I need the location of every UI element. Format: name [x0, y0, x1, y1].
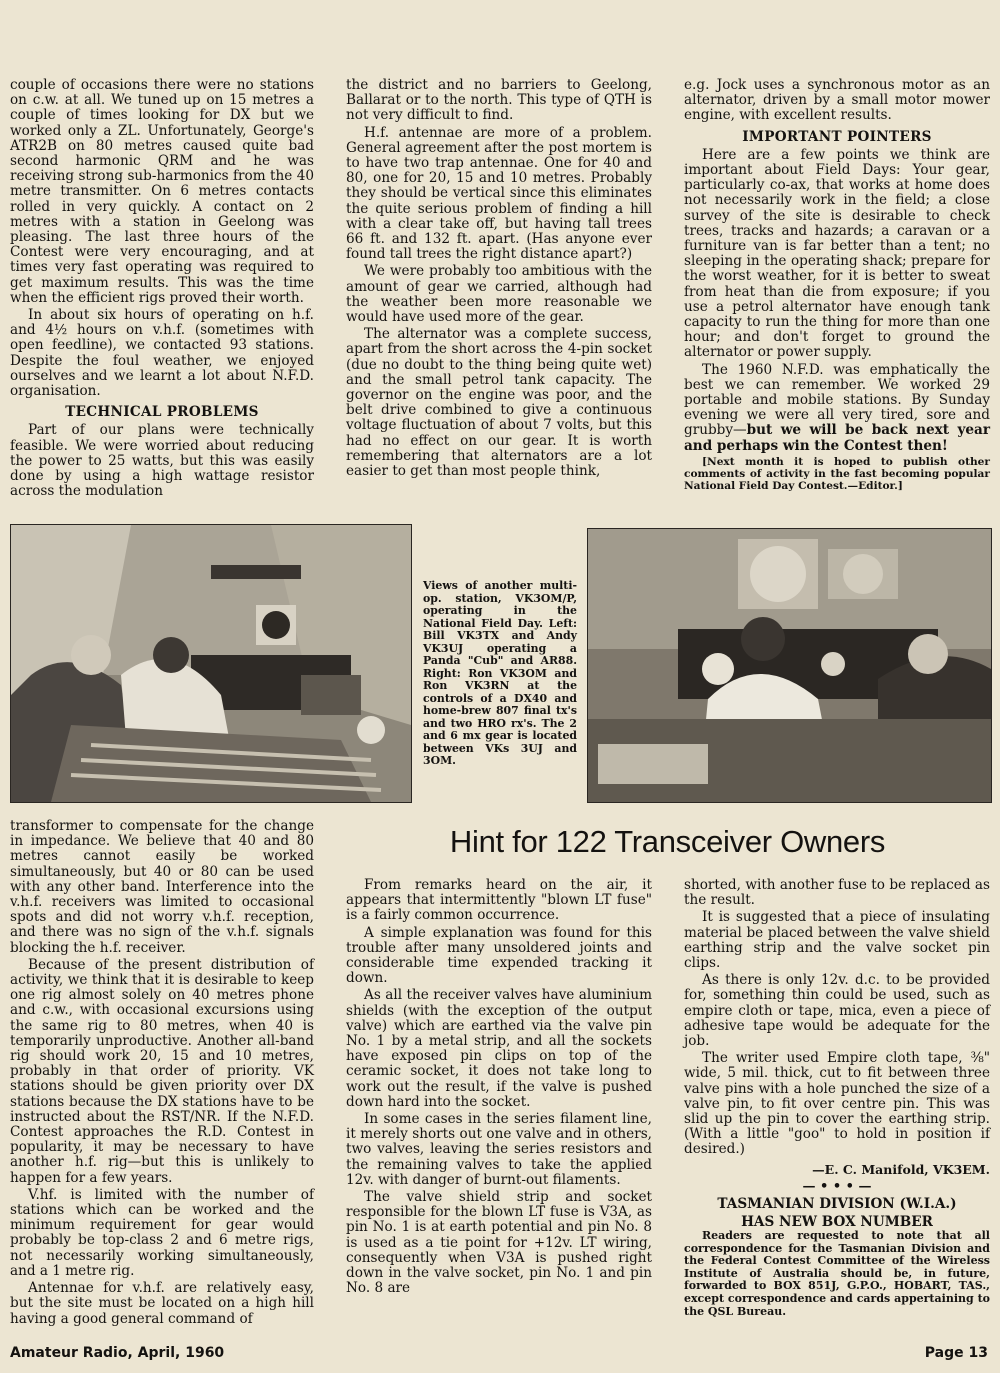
tasmania-title: TASMANIAN DIVISION (W.I.A.)	[717, 1196, 957, 1213]
section-heading: IMPORTANT POINTERS	[742, 128, 932, 145]
paragraph: couple of occasions there were no stations on c.w. at all. We tuned up on 15 metres a couple of times looking for DX but we worked only a ZL. Unfortunately, George's ATR2B on 80 metres caused quite bad second harmonic QRM and he was receiving strong sub-harmonics from the 40 metre transmitter. On 6 metres contacts rolled in very quickly. A contact on 2 metres with a station in Geelong was pleasing. The last three hours of the Contest were very encouraging, and at times very fast operating was required to get maximum results. This was the time when the efficient rigs proved their worth.	[10, 77, 314, 306]
section-separator: — • • • —	[802, 1178, 872, 1194]
paragraph: Here are a few points we think are important about Field Days: Your gear, particularly co-ax, that works at home does not necessarily work in the field; a close survey of the site is desirable to check trees, tracks and hazards; a caravan or a furniture van is far better than a tent; no sleeping in the operating shack; prepare for the worst weather, for it is better to sweat from heat than die from exposure; if you use a petrol alternator have enough tank capacity to run the thing for more than one hour; and don't forget to ground the alternator or power supply.	[684, 146, 990, 361]
editor-note: [Next month it is hoped to publish other comments of activity in the fast becoming popular National Field Day Contest.—Editor.]	[684, 455, 990, 492]
article-column-1-bottom	[10, 819, 314, 1329]
paragraph: H.f. antennae are more of a problem. General agreement after the post mortem is to have two trap antennae. One for 40 and 80, one for 20, 15 and 10 metres. Probably they should be vertical since this eliminates the quite serious problem of finding a hill with a clear take off, but having tall trees 66 ft. and 132 ft. apart. (Has anyone ever found tall trees the right distance apart?)	[346, 124, 652, 263]
paragraph: In about six hours of operating on h.f. and 4½ hours on v.h.f. (sometimes with open feedline), we contacted 93 stations. Despite the foul weather, we enjoyed ourselves and we learnt a lot about N.F.D. organisation.	[10, 307, 314, 400]
hint-column-3	[684, 878, 990, 1320]
tasmania-subtitle: HAS NEW BOX NUMBER	[741, 1214, 933, 1231]
paragraph: We were probably too ambitious with the amount of gear we carried, although had the weather been more reasonable we would have used more of the gear.	[346, 263, 652, 326]
paragraph: The valve shield strip and socket responsible for the blown LT fuse is V3A, as pin No. 1 is at earth potential and pin No. 8 is used as a tie point for +12v. LT wiring, consequently when V3A is pushed right down in the valve socket, pin No. 1 and pin No. 8 are	[346, 1189, 652, 1297]
hint-column-2	[346, 878, 652, 1298]
paragraph: The writer used Empire cloth tape, ⅜" wide, 5 mil. thick, cut to fit between three valve pins with a hole punched the size of a valve pin, to fit over centre pin. This was slid up the pin to cover the earthing strip. (With a little "goo" to hold in position if desired.)	[684, 1050, 990, 1158]
photo-caption: Views of another multi-op. station, VK3OM/P, operating in the National Field Day. Left: Bill VK3TX and Andy VK3UJ operating a Panda "Cub" and AR88. Right: Ron VK3OM and Ron VK3RN at the controls of a DX40 and home-brew 807 final tx's and two HRO rx's. The 2 and 6 mx gear is located between VKs 3UJ and 3OM.	[423, 579, 577, 767]
photo-right-image	[588, 529, 991, 802]
paragraph: Because of the present distribution of activity, we think that it is desirable to keep one rig almost solely on 40 metres phone and c.w., with occasional excursions using the same rig to 80 metres, when 40 is temporarily unproductive. Another all-band rig should work 20, 15 and 10 metres, probably in that order of priority. VK stations should be given priority over DX stations because the DX stations have to be instructed about the RST/NR. If the N.F.D. Contest approaches the R.D. Contest in popularity, it may be necessary to have another h.f. rig—but this is unlikely to happen for a few years.	[10, 956, 314, 1186]
paragraph-emphasis: but we will be back next year and perhaps win the Contest then!	[684, 422, 990, 454]
paragraph: the district and no barriers to Geelong, Ballarat or to the north. This type of QTH is not very difficult to find.	[346, 77, 652, 124]
footer-page-number: Page 13	[924, 1345, 988, 1361]
article-column-2-top	[346, 78, 652, 481]
author-signature: —E. C. Manifold, VK3EM.	[812, 1161, 990, 1177]
hint-headline: Hint for 122 Transceiver Owners	[449, 824, 886, 859]
paragraph: A simple explanation was found for this trouble after many unsoldered joints and considerable time expended tracking it down.	[346, 924, 652, 987]
footer-publication: Amateur Radio, April, 1960	[10, 1345, 225, 1361]
paragraph: shorted, with another fuse to be replaced as the result.	[684, 877, 990, 909]
article-column-1-top	[10, 78, 314, 501]
paragraph: V.hf. is limited with the number of stations which can be worked and the minimum requirement for gear would probably be top-class 2 and 6 metre rigs, not necessarily working simultaneously, and a 1 metre rig.	[10, 1186, 314, 1279]
paragraph: Part of our plans were technically feasible. We were worried about reducing the power to 25 watts, but this was easily done by using a high wattage resistor across the modulation	[10, 422, 314, 500]
photo-right-operators	[587, 528, 992, 803]
paragraph: As all the receiver valves have aluminium shields (with the exception of the output valve) which are earthed via the valve pin No. 1 by a metal strip, and all the sockets have exposed pin clips on top of the ceramic socket, it does not take long to work out the result, if the valve is pushed down hard into the socket.	[346, 987, 652, 1110]
paragraph: e.g. Jock uses a synchronous motor as an alternator, driven by a small motor mower engine, with excellent results.	[684, 77, 990, 124]
photo-left-operators	[10, 524, 412, 803]
section-heading: TECHNICAL PROBLEMS	[65, 404, 259, 421]
paragraph: As there is only 12v. d.c. to be provided for, something thin could be used, such as empire cloth or tape, mica, even a piece of adhesive tape would be adequate for the job.	[684, 972, 990, 1050]
paragraph	[684, 363, 990, 454]
paragraph: transformer to compensate for the change in impedance. We believe that 40 and 80 metres cannot easily be worked simultaneously, but 40 or 80 can be used with any other band. Interference into the v.h.f. receivers was limited to occasional spots and did not worry v.h.f. reception, and there was no sign of the v.h.f. signals blocking the h.f. receiver.	[10, 818, 314, 956]
paragraph: The alternator was a complete success, apart from the short across the 4-pin socket (due no doubt to the thing being quite wet) and the small petrol tank capacity. The governor on the engine was poor, and the belt drive combined to give a continuous voltage fluctuation of about 7 volts, but this had no effect on our gear. It is worth remembering that alternators are a lot easier to get than most people think,	[346, 326, 652, 480]
article-column-3-top	[684, 78, 990, 494]
paragraph: Antennae for v.h.f. are relatively easy, but the site must be located on a high hill having a good general command of	[10, 1280, 314, 1327]
photo-left-image	[11, 525, 411, 802]
paragraph: In some cases in the series filament line, it merely shorts out one valve and in others, two valves, leaving the series resistors and the remaining valves to take the applied 12v. with danger of burnt-out filaments.	[346, 1111, 652, 1188]
paragraph: It is suggested that a piece of insulating material be placed between the valve shield earthing strip and the valve socket pin clips.	[684, 909, 990, 972]
tasmania-notice: Readers are requested to note that all correspondence for the Tasmanian Division and the Federal Contest Committee of the Wireless Institute of Australia should be, in future, forwarded to BOX 851J, G.P.O., HOBART, TAS., except correspondence and cards appertaining to the QSL Bureau.	[684, 1229, 990, 1318]
paragraph: From remarks heard on the air, it appears that intermittently "blown LT fuse" is a fairly common occurrence.	[346, 877, 652, 924]
paragraph-text: The 1960 N.F.D. was emphatically the best we can remember. We worked 29 portable and mobile stations. By Sunday evening we were all very tired, sore and grubby—	[684, 361, 990, 439]
